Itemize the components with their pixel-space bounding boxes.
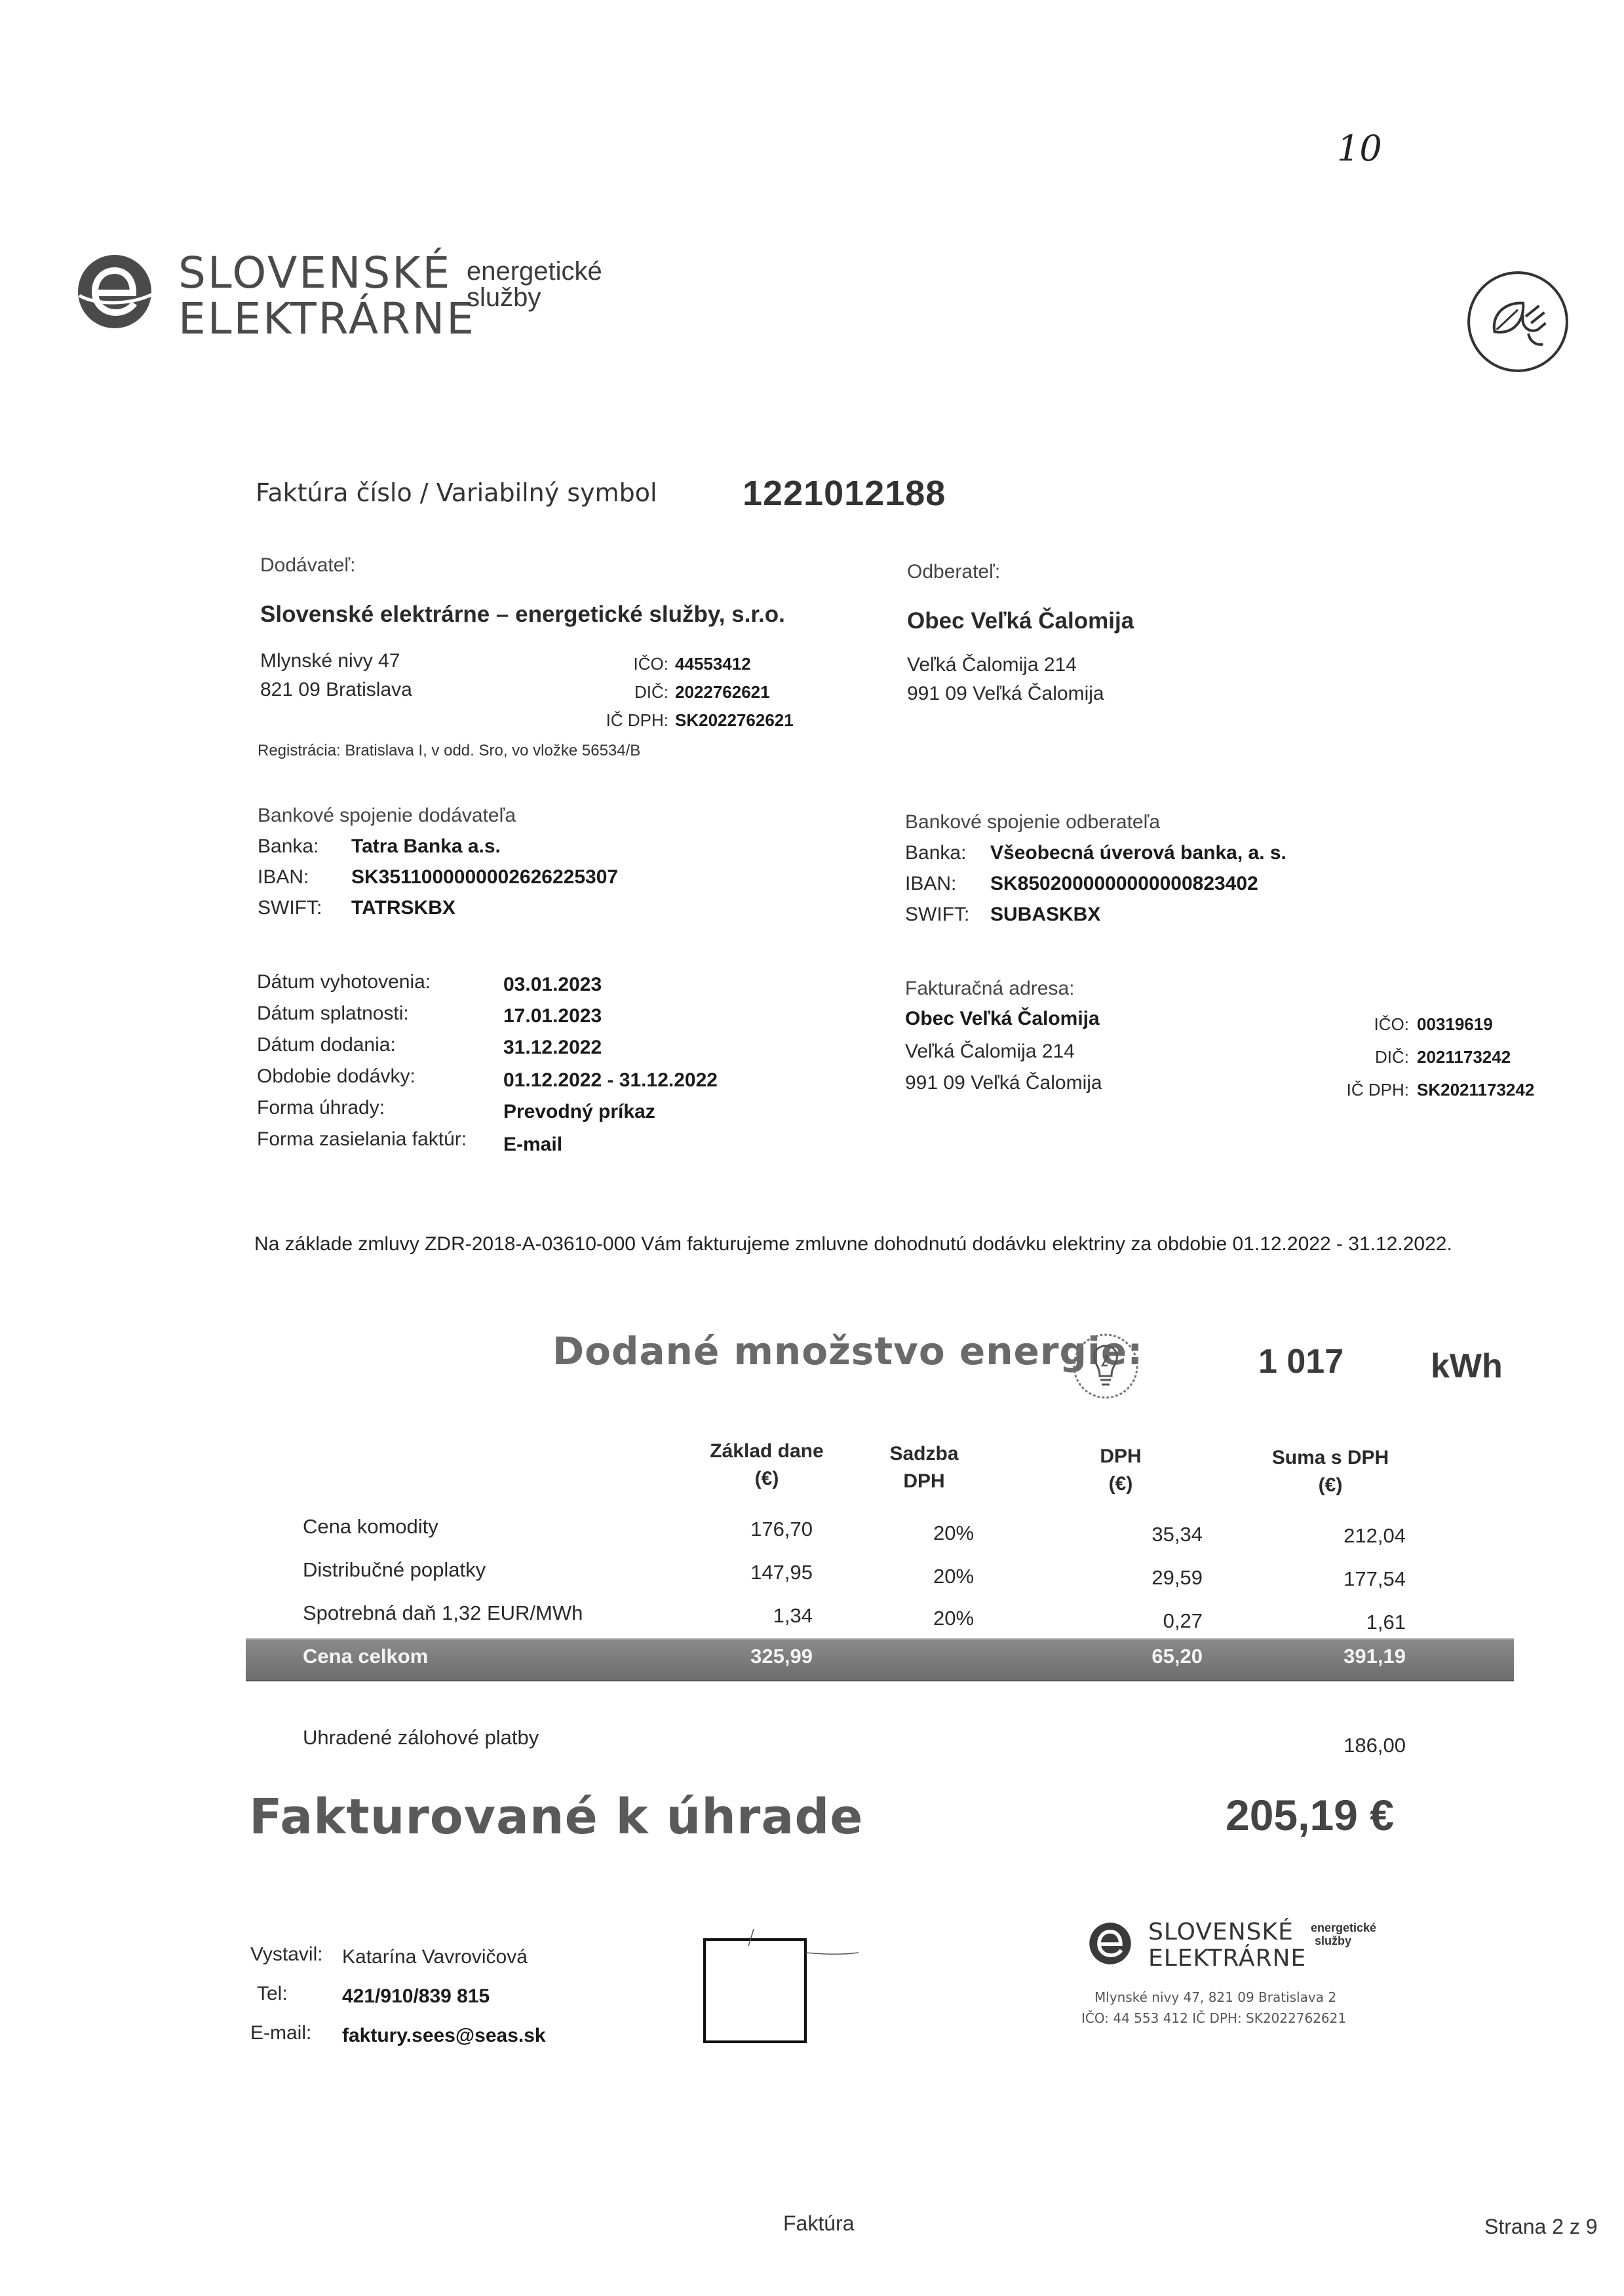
billing-icdph: SK2021173242 — [1417, 1080, 1535, 1100]
issued-by-name: Katarína Vavrovičová — [342, 1946, 528, 1968]
amount-due-label: Fakturované k úhrade — [249, 1789, 864, 1845]
row-excise-vat: 0,27 — [1163, 1609, 1203, 1632]
supplier-swift: TATRSKBX — [351, 897, 455, 919]
issued-by-label: Vystavil: — [250, 1943, 323, 1965]
supplier-bank-label: Banka: — [258, 835, 319, 857]
logo-text-line2: ELEKTRÁRNE — [178, 294, 476, 344]
date-due-label: Dátum splatnosti: — [257, 1003, 409, 1024]
row-label-distribution: Distribučné poplatky — [303, 1558, 486, 1581]
stamp-logo-line1: SLOVENSKÉ — [1148, 1919, 1294, 1945]
header-sum-with-vat — [1245, 1444, 1416, 1499]
supplier-iban: SK3511000000002626225307 — [351, 866, 619, 888]
header-vat-line2: (€) — [1108, 1473, 1133, 1495]
total-label: Cena celkom — [303, 1645, 429, 1668]
delivery-form-value: E-mail — [503, 1134, 563, 1155]
supplier-dic: 2022762621 — [675, 682, 770, 702]
date-delivery-value: 31.12.2022 — [503, 1037, 602, 1058]
energy-delivered-unit: kWh — [1431, 1347, 1503, 1385]
header-vat-line1: DPH — [1100, 1445, 1142, 1467]
customer-iban-label: IBAN: — [905, 873, 957, 894]
row-commodity-rate: 20% — [933, 1521, 975, 1544]
company-logo-icon — [75, 252, 154, 331]
header-sum-with-vat-line1: Suma s DPH — [1271, 1447, 1389, 1468]
row-label-excise: Spotrebná daň 1,32 EUR/MWh — [303, 1601, 583, 1624]
footer-page-number: Strana 2 z 9 — [1484, 2215, 1598, 2238]
date-delivery-label: Dátum dodania: — [257, 1034, 396, 1056]
customer-swift: SUBASKBX — [990, 904, 1101, 925]
amount-due-value: 205,19 € — [1226, 1791, 1394, 1839]
row-distribution-vat: 29,59 — [1151, 1566, 1203, 1589]
header-vat-rate — [865, 1440, 983, 1495]
customer-bank-heading: Bankové spojenie odberateľa — [905, 811, 1161, 833]
energy-delivered-value: 1 017 — [1258, 1343, 1344, 1381]
billing-ico-label: IČO: — [1374, 1014, 1409, 1034]
header-vat-rate-line2: DPH — [903, 1470, 945, 1492]
billing-dic: 2021173242 — [1417, 1047, 1511, 1067]
stamp-logo-line2: ELEKTRÁRNE — [1148, 1945, 1307, 1972]
invoice-number-label: Faktúra číslo / Variabilný symbol — [256, 478, 657, 507]
billing-address-city: 991 09 Veľká Čalomija — [905, 1072, 1102, 1094]
payment-method-value: Prevodný príkaz — [503, 1101, 655, 1122]
header-vat — [1062, 1443, 1180, 1498]
issuer-email: faktury.sees@seas.sk — [342, 2025, 546, 2046]
supplier-street: Mlynské nivy 47 — [260, 650, 400, 672]
row-excise-sum: 1,61 — [1366, 1611, 1406, 1634]
issuer-email-label: E-mail: — [250, 2022, 312, 2044]
header-sum-with-vat-line2: (€) — [1318, 1474, 1343, 1496]
contract-description: Na základe zmluvy ZDR-2018-A-03610-000 Vám fakturujeme zmluvne dohodnutú dodávku elektriny za obdobie 01.12.2022 - 31.12.2022. — [254, 1233, 1452, 1255]
billing-address-name: Obec Veľká Čalomija — [905, 1008, 1100, 1029]
date-due-value: 17.01.2023 — [503, 1005, 602, 1027]
customer-bank-name: Všeobecná úverová banka, a. s. — [990, 842, 1286, 864]
supplier-icdph: SK2022762621 — [675, 710, 794, 730]
customer-street: Veľká Čalomija 214 — [907, 654, 1077, 676]
total-base: 325,99 — [750, 1645, 813, 1668]
delivery-form-label: Forma zasielania faktúr: — [257, 1128, 467, 1150]
stamp-logo-icon — [1088, 1921, 1132, 1966]
supplier-dic-label: DIČ: — [634, 682, 668, 702]
row-commodity-vat: 35,34 — [1151, 1523, 1203, 1546]
header-tax-base-line1: Základ dane — [710, 1440, 824, 1462]
row-label-commodity: Cena komodity — [303, 1515, 438, 1538]
header-vat-rate-line1: Sadzba — [889, 1443, 959, 1464]
date-issued-value: 03.01.2023 — [503, 974, 602, 995]
customer-swift-label: SWIFT: — [905, 904, 970, 925]
billing-ico: 00319619 — [1417, 1014, 1493, 1034]
supplier-swift-label: SWIFT: — [258, 897, 322, 919]
customer-heading: Odberateľ: — [907, 561, 1001, 583]
prepayments-value: 186,00 — [1344, 1734, 1406, 1757]
logo-subtitle-line1: energetické — [467, 257, 602, 286]
header-tax-base — [682, 1438, 852, 1493]
total-sum: 391,19 — [1344, 1645, 1406, 1668]
billing-dic-label: DIČ: — [1375, 1047, 1409, 1067]
row-excise-rate: 20% — [933, 1607, 975, 1630]
billing-address-street: Veľká Čalomija 214 — [905, 1041, 1075, 1062]
total-vat: 65,20 — [1151, 1645, 1203, 1668]
row-distribution-base: 147,95 — [750, 1561, 813, 1584]
stamp-logo-sub2: služby — [1315, 1934, 1352, 1947]
row-excise-base: 1,34 — [773, 1604, 813, 1627]
supplier-ico-label: IČO: — [633, 654, 668, 674]
customer-bank-label: Banka: — [905, 842, 967, 864]
customer-iban: SK8502000000000000823402 — [990, 873, 1258, 894]
supplier-bank-name: Tatra Banka a.s. — [351, 835, 501, 857]
signature-stroke — [747, 1926, 865, 1966]
supplier-icdph-label: IČ DPH: — [606, 710, 668, 730]
date-issued-label: Dátum vyhotovenia: — [257, 971, 431, 993]
row-commodity-base: 176,70 — [750, 1518, 813, 1540]
supply-period-label: Obdobie dodávky: — [257, 1065, 416, 1087]
handwritten-page-number: 10 — [1337, 128, 1382, 169]
row-commodity-sum: 212,04 — [1344, 1524, 1406, 1547]
supplier-bank-heading: Bankové spojenie dodávateľa — [258, 805, 516, 826]
customer-name: Obec Veľká Čalomija — [907, 608, 1134, 634]
supplier-name: Slovenské elektrárne – energetické služby, s.r.o. — [260, 602, 785, 627]
eco-plug-badge-icon — [1465, 269, 1571, 375]
prepayments-label: Uhradené zálohové platby — [303, 1726, 539, 1749]
supplier-registration: Registrácia: Bratislava I, v odd. Sro, vo vložke 56534/B — [258, 742, 641, 759]
footer-document-type: Faktúra — [783, 2211, 855, 2235]
logo-subtitle-line2: služby — [467, 283, 541, 312]
logo-text-line1: SLOVENSKÉ — [178, 248, 452, 298]
stamp-company-ids: IČO: 44 553 412 IČ DPH: SK2022762621 — [1081, 2010, 1347, 2026]
energy-bulb-icon — [1070, 1330, 1142, 1402]
header-tax-base-line2: (€) — [754, 1468, 779, 1489]
stamp-address: Mlynské nivy 47, 821 09 Bratislava 2 — [1094, 1989, 1337, 2005]
supplier-city: 821 09 Bratislava — [260, 679, 412, 700]
supplier-iban-label: IBAN: — [258, 866, 309, 888]
issuer-phone: 421/910/839 815 — [342, 1985, 490, 2007]
energy-delivered-label: Dodané množstvo energie: — [552, 1329, 1144, 1373]
row-distribution-sum: 177,54 — [1344, 1567, 1406, 1590]
billing-icdph-label: IČ DPH: — [1346, 1080, 1409, 1100]
row-distribution-rate: 20% — [933, 1565, 975, 1588]
stamp-logo-sub1: energetické — [1311, 1921, 1377, 1934]
supplier-heading: Dodávateľ: — [260, 554, 356, 576]
customer-city: 991 09 Veľká Čalomija — [907, 683, 1104, 704]
issuer-phone-label: Tel: — [257, 1983, 288, 2004]
invoice-number: 1221012188 — [743, 474, 946, 513]
supply-period-value: 01.12.2022 - 31.12.2022 — [503, 1069, 718, 1091]
payment-method-label: Forma úhrady: — [257, 1097, 385, 1119]
supplier-ico: 44553412 — [675, 654, 751, 674]
billing-address-heading: Fakturačná adresa: — [905, 978, 1075, 999]
